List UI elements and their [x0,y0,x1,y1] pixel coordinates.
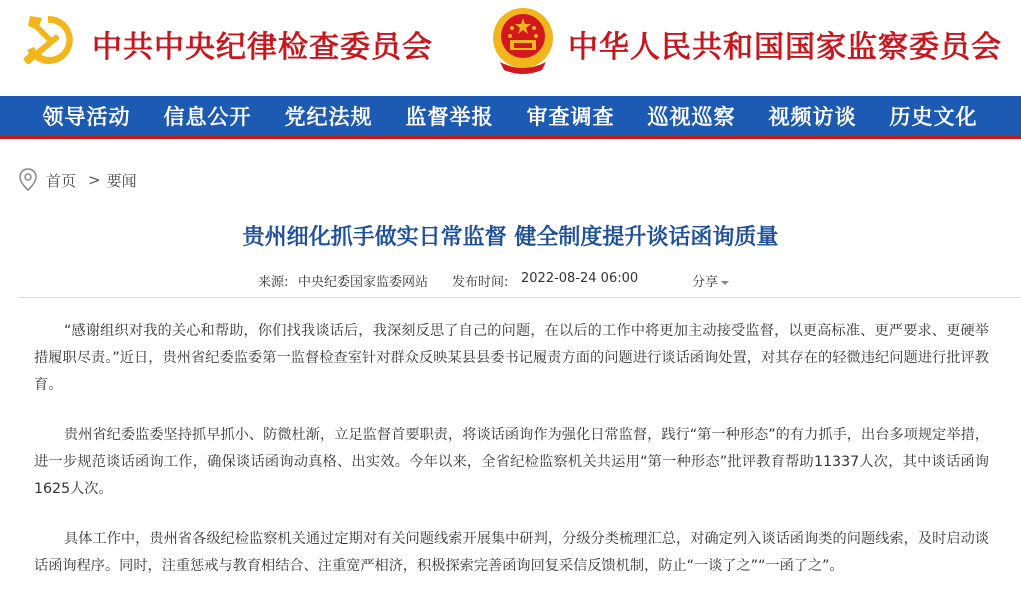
site-title-left[interactable]: 中共中央纪律检查委员会 [92,30,433,65]
nav-item-video-interview[interactable]: 视频访谈 [768,104,857,129]
source-value: 中央纪委国家监委网站 [298,275,429,290]
breadcrumb [18,168,137,192]
publish-time-label: 发布时间: [452,275,509,290]
breadcrumb-separator: > [88,171,101,189]
site-title-right[interactable]: 中华人民共和国国家监察委员会 [568,30,1002,65]
meta-divider [18,297,1021,298]
article-paragraph-1: “感谢组织对我的关心和帮助，你们找我谈话后，我深刻反思了自己的问题，在以后的工作中将更加主动接受监督，以更高标准、更严要求、更硬举措履职尽责。”近日，贵州省纪委监委第一监督检查室针对群众反映某县县委书记履责方面的问题进行谈话函询处置，对其存在的轻微违纪问题进行批评教育。 [34,323,989,393]
nav-item-supervision-report[interactable]: 监督举报 [405,104,494,129]
nav-item-leadership[interactable]: 领导活动 [42,104,131,129]
location-pin-icon [18,168,38,192]
article-meta [0,271,1021,293]
caret-down-icon [720,279,730,287]
site-header [0,0,1021,96]
main-nav [0,96,1021,139]
source-label: 来源: [258,275,289,290]
article-title: 贵州细化抓手做实日常监督 健全制度提升谈话函询质量 [242,225,779,250]
breadcrumb-home-link[interactable]: 首页 [46,171,77,190]
breadcrumb-current[interactable]: 要闻 [106,171,137,190]
party-emblem-icon [18,10,78,70]
nav-item-inspection[interactable]: 巡视巡察 [647,104,736,129]
nav-item-party-rules[interactable]: 党纪法规 [284,104,373,129]
national-emblem-icon [490,6,556,76]
nav-item-info-disclosure[interactable]: 信息公开 [163,104,252,129]
nav-item-history-culture[interactable]: 历史文化 [889,104,978,129]
article-paragraph-3: 具体工作中，贵州省各级纪检监察机关通过定期对有关问题线索开展集中研判，分级分类梳理汇总，对确定列入谈话函询类的问题线索，及时启动谈话函询程序。同时，注重惩戒与教育相结合、注重宽严相济，积极探索完善函询回复采信反馈机制，防止“一谈了之”“一函了之”。 [34,531,989,574]
nav-item-investigation[interactable]: 审查调查 [526,104,615,129]
article-paragraph-2: 贵州省纪委监委坚持抓早抓小、防微杜渐，立足监督首要职责，将谈话函询作为强化日常监督，践行“第一种形态”的有力抓手，出台多项规定举措，进一步规范谈话函询工作，确保谈话函询动真格、出实效。今年以来，全省纪检监察机关共运用“第一种形态”批评教育帮助11337人次，其中谈话函询1625人次。 [34,427,989,497]
share-dropdown[interactable] [692,271,730,290]
share-label: 分享 [692,275,719,290]
article-body [34,318,989,603]
publish-time-value: 2022-08-24 06:00 [521,271,639,286]
